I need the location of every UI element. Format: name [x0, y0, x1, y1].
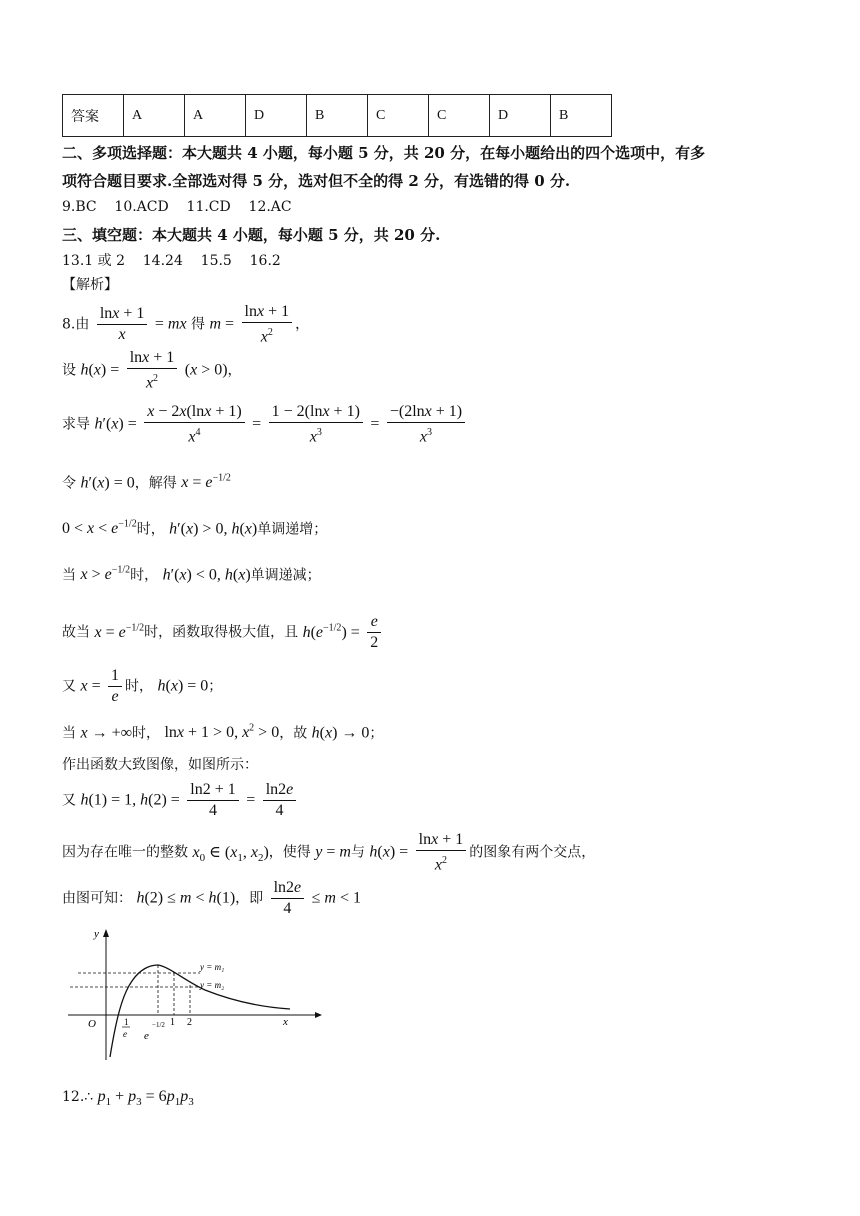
analysis-line-2: 设 h(x) = $\frac{\ln x + 1}{x^2}$ (x > 0)， — [62, 349, 242, 392]
analysis-line-12: 因为存在唯一的整数 $x_0$ ∈ ($x_1$, $x_2$)，使得 y = m与 h(x) = $\frac{\ln x + 1}{x^2}$ 的图象有两个交点， — [62, 831, 596, 874]
analysis-line-4: 令 h′(x) = 0，解得 $x = e^{-1/2}$ — [62, 473, 231, 492]
y-label: y — [94, 928, 99, 940]
label-m2: y = m₂ — [200, 980, 225, 990]
analysis-line-14: 12.∴ $p_1 + p_3 = 6p_1p_3$ — [62, 1088, 194, 1109]
label-m1: y = m₁ — [200, 962, 225, 972]
section3-heading: 三、填空题：本大题共 4 小题，每小题 5 分，共 20 分. — [62, 226, 441, 244]
text: 12.∴ — [62, 1089, 94, 1105]
function-graph — [60, 925, 330, 1065]
text: 又 — [62, 678, 76, 695]
text: 由图可知： — [62, 890, 132, 907]
answer-cell: C — [368, 95, 429, 137]
answer-cell: C — [429, 95, 490, 137]
tick-1-over-e-num: 1 — [124, 1017, 129, 1027]
curve — [110, 965, 290, 1057]
answer-cell: A — [124, 95, 185, 137]
section2-heading-cont: 项符合题目要求.全部选对得 5 分，选对但不全的得 2 分，有选错的得 0 分. — [62, 172, 571, 190]
analysis-line-3: 求导 h′(x) = $\frac{x - 2x(\ln x + 1)}{x^4}$ = $\frac{1 - 2(\ln x + 1)}{x^3}$ = $\frac{-(2\ln x + 1)}{x^3}$ — [62, 402, 468, 447]
answer-cell: A — [185, 95, 246, 137]
tick-1: 1 — [170, 1017, 175, 1028]
tick-2: 2 — [187, 1017, 192, 1028]
text: 故当 — [62, 624, 90, 641]
answer-cell: B — [551, 95, 612, 137]
analysis-line-13: 由图可知： h(2) ≤ m < h(1)，即 $\frac{\ln 2e}{4}$ ≤ m < 1 — [62, 879, 361, 917]
answer-cell: D — [246, 95, 307, 137]
analysis-line-1: 8.由 $\frac{\ln x + 1}{x}$ = mx 得 m = $\frac{\ln x + 1}{x^2}$ ， — [62, 303, 310, 346]
answer-table — [62, 94, 612, 137]
text: 时，函数取得极大值，且 — [144, 624, 299, 641]
section2-heading: 二、多项选择题：本大题共 4 小题，每小题 5 分，共 20 分，在每小题给出的四个选项中，有多 — [62, 144, 706, 162]
analysis-line-11: 又 h(1) = 1, h(2) = $\frac{\ln 2 + 1}{4}$ = $\frac{\ln 2e}{4}$ — [62, 780, 299, 821]
tick-1-over-e-den: e — [123, 1029, 127, 1039]
text: 令 — [62, 475, 76, 492]
analysis-line-7: 故当 $x = e^{-1/2}$时，函数取得极大值，且 $h(e^{-1/2})$ = $\frac{e}{2}$ — [62, 612, 384, 653]
text: 当 — [62, 725, 76, 742]
tick-e-neg-half-exp: −1/2 — [152, 1021, 165, 1029]
text: 单调递减； — [250, 567, 321, 584]
text: 8.由 — [62, 316, 90, 333]
text: 的图象有两个交点， — [469, 844, 596, 861]
text: ，故 — [279, 725, 308, 742]
answer-header: 答案 — [63, 95, 124, 137]
analysis-label: 【解析】 — [62, 277, 118, 293]
section2-answers: 9.BC 10.ACD 11.CD 12.AC — [62, 199, 292, 215]
text: 单调递增； — [257, 521, 328, 538]
tick-e-neg-half: e — [144, 1030, 149, 1042]
text: ，使得 — [268, 844, 311, 861]
analysis-line-6: 当 $x > e^{-1/2}$时， h′(x) < 0, h(x)单调递减； — [62, 565, 321, 584]
analysis-line-5: $0 < x < e^{-1/2}$时， h′(x) > 0, h(x)单调递增； — [62, 519, 328, 538]
text: 与 — [350, 844, 365, 861]
text: 又 — [62, 792, 76, 809]
x-axis-arrow-icon — [315, 1012, 322, 1018]
text: ，即 — [235, 890, 264, 907]
answer-cell: D — [490, 95, 551, 137]
text: 设 — [62, 362, 76, 379]
y-axis-arrow-icon — [103, 929, 109, 937]
text: 得 — [191, 316, 205, 333]
text: 求导 — [62, 416, 90, 433]
analysis-line-9: 当 x → +∞时， lnx + 1 > 0, $x^2 > 0$，故 h(x) → 0； — [62, 723, 384, 742]
analysis-line-10: 作出函数大致图像，如图所示： — [62, 757, 258, 773]
text: 当 — [62, 567, 76, 584]
x-label: x — [283, 1016, 288, 1028]
analysis-line-8: 又 x = $\frac{1}{e}$ 时， h(x) = 0； — [62, 667, 223, 705]
answer-cell: B — [307, 95, 368, 137]
text: 时， — [125, 678, 154, 695]
section3-answers: 13.1 或 2 14.24 15.5 16.2 — [62, 253, 281, 269]
text: 因为存在唯一的整数 — [62, 844, 188, 861]
origin-label: O — [88, 1018, 96, 1030]
answer-row — [63, 95, 612, 137]
text: ，解得 — [134, 475, 177, 492]
text: 时， — [132, 725, 160, 742]
